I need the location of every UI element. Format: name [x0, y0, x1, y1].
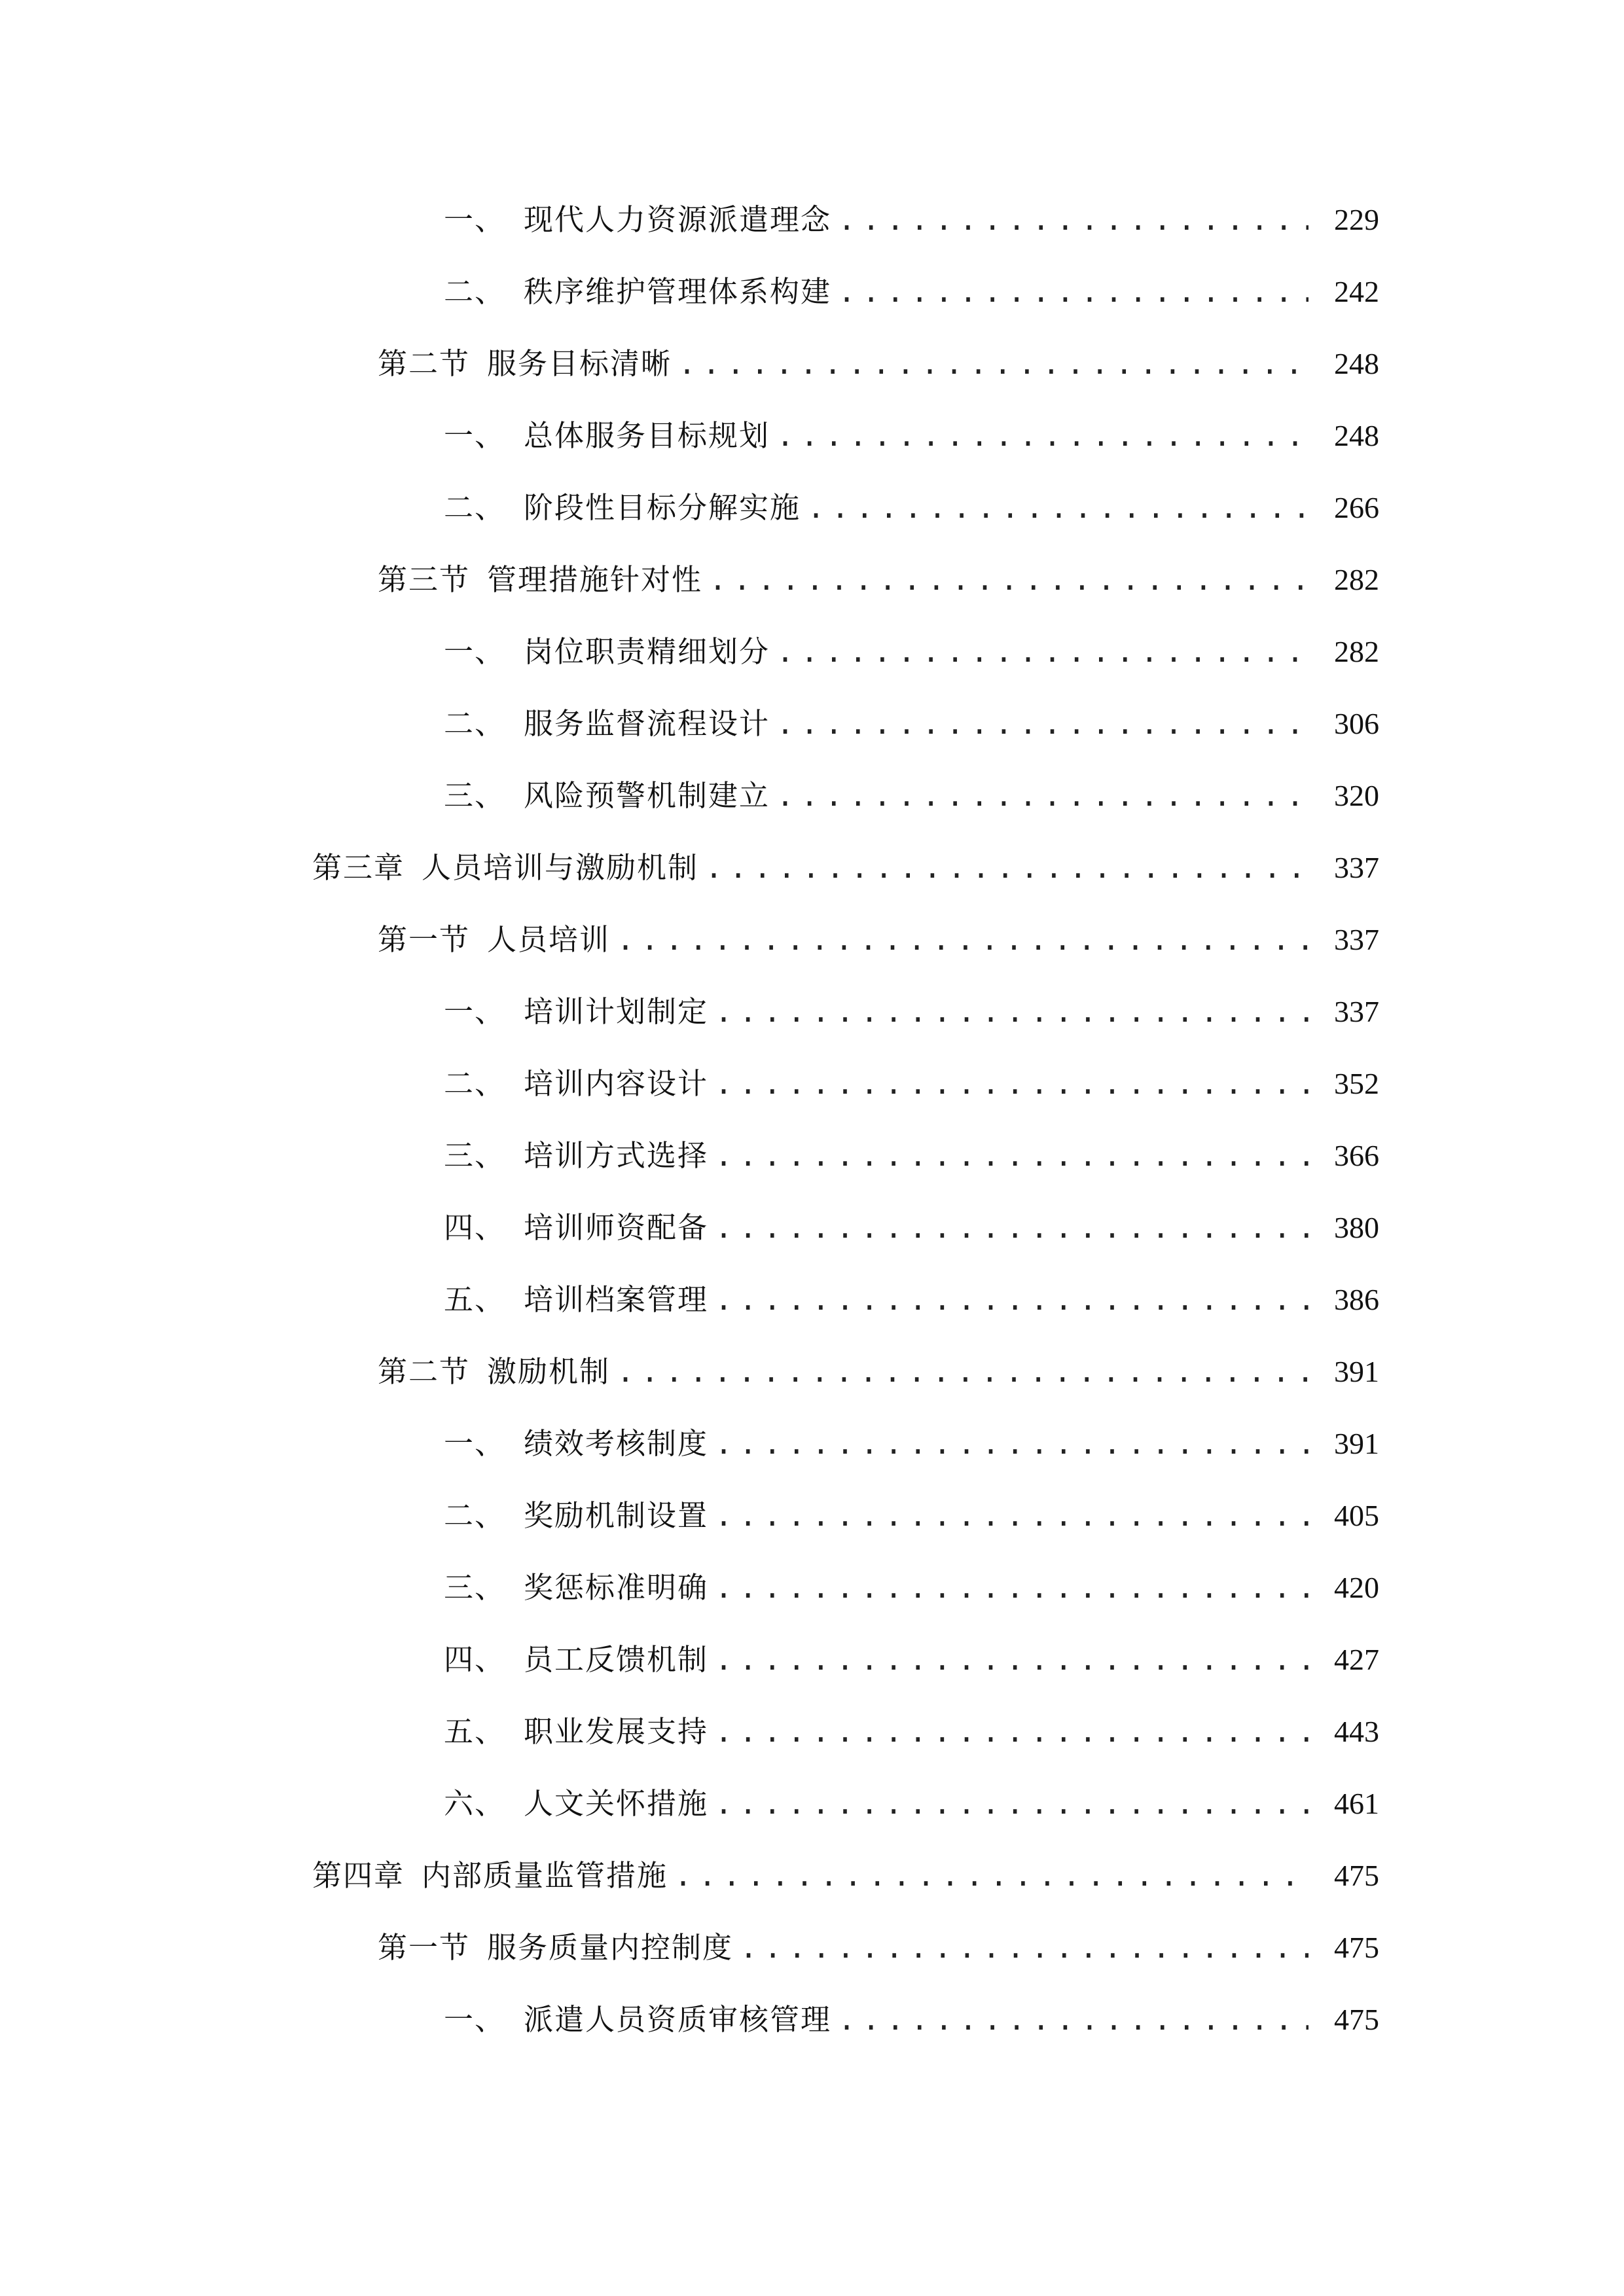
toc-dot-leader — [838, 194, 1308, 246]
toc-entry-page: 282 — [1334, 635, 1379, 668]
toc-entry-page: 320 — [1334, 779, 1379, 812]
toc-entry-title: 培训计划制定 — [524, 994, 709, 1029]
toc-entry-page: 405 — [1334, 1499, 1379, 1532]
toc-entry-number: 一、 — [444, 2002, 506, 2037]
toc-dot-leader — [715, 1202, 1308, 1254]
toc-entry-page: 380 — [1334, 1211, 1379, 1244]
toc-entry-title: 职业发展支持 — [524, 1714, 709, 1749]
toc-entry[interactable] — [444, 1706, 1379, 1758]
toc-entry-page: 386 — [1334, 1283, 1379, 1316]
toc-dot-leader — [715, 1562, 1308, 1614]
toc-entry-page: 391 — [1334, 1355, 1379, 1388]
toc-dot-leader — [715, 986, 1308, 1038]
toc-entry-number: 二、 — [444, 1066, 506, 1101]
toc-entry[interactable] — [444, 410, 1379, 462]
toc-entry-number: 第四章 — [312, 1858, 405, 1893]
toc-entry-number: 第二节 — [378, 1354, 471, 1389]
toc-entry-number: 二、 — [444, 706, 506, 741]
toc-entry-number: 二、 — [444, 1498, 506, 1533]
toc-entry-title: 服务监督流程设计 — [524, 706, 770, 741]
toc-entry-number: 三、 — [444, 1570, 506, 1605]
toc-entry-number: 一、 — [444, 994, 506, 1029]
toc-entry[interactable] — [444, 482, 1379, 534]
toc-entry[interactable] — [444, 1274, 1379, 1326]
toc-dot-leader — [617, 1346, 1308, 1398]
toc-dot-leader — [715, 1058, 1308, 1110]
toc-dot-leader — [674, 1850, 1308, 1902]
toc-dot-leader — [715, 1634, 1308, 1686]
toc-entry-title: 培训方式选择 — [524, 1138, 709, 1173]
toc-dot-leader — [678, 338, 1308, 390]
toc-entry[interactable] — [378, 338, 1379, 390]
toc-entry-page: 337 — [1334, 851, 1379, 884]
toc-entry-title: 奖励机制设置 — [524, 1498, 709, 1533]
toc-entry-title: 奖惩标准明确 — [524, 1570, 709, 1605]
toc-entry[interactable] — [444, 626, 1379, 678]
toc-entry-title: 培训内容设计 — [524, 1066, 709, 1101]
toc-entry-number: 四、 — [444, 1210, 506, 1245]
toc-entry-page: 306 — [1334, 707, 1379, 740]
toc-entry-page: 427 — [1334, 1643, 1379, 1676]
toc-entry[interactable] — [444, 1994, 1379, 2046]
toc-entry-title: 风险预警机制建立 — [524, 778, 770, 813]
toc-entry[interactable] — [378, 914, 1379, 966]
toc-dot-leader — [776, 698, 1308, 750]
toc-entry-number: 一、 — [444, 202, 506, 237]
toc-entry-page: 475 — [1334, 1931, 1379, 1964]
toc-entry-page: 461 — [1334, 1787, 1379, 1820]
toc-entry-number: 三、 — [444, 1138, 506, 1173]
toc-entry[interactable] — [444, 698, 1379, 750]
toc-entry-title: 内部质量监管措施 — [422, 1858, 668, 1893]
toc-entry[interactable] — [444, 1490, 1379, 1542]
toc-entry-title: 人员培训 — [487, 922, 611, 957]
toc-entry[interactable] — [444, 986, 1379, 1038]
toc-entry-page: 352 — [1334, 1067, 1379, 1100]
toc-entry-number: 一、 — [444, 634, 506, 669]
toc-entry-number: 三、 — [444, 778, 506, 813]
toc-entry-page: 337 — [1334, 923, 1379, 956]
toc-entry-title: 员工反馈机制 — [524, 1642, 709, 1677]
toc-dot-leader — [740, 1922, 1308, 1974]
toc-dot-leader — [715, 1778, 1308, 1830]
toc-dot-leader — [715, 1274, 1308, 1326]
toc-dot-leader — [715, 1130, 1308, 1182]
toc-entry-title: 秩序维护管理体系构建 — [524, 274, 832, 309]
toc-dot-leader — [617, 914, 1308, 966]
toc-dot-leader — [838, 266, 1308, 318]
toc-entry[interactable] — [444, 1130, 1379, 1182]
toc-entry-title: 岗位职责精细划分 — [524, 634, 770, 669]
toc-entry-number: 五、 — [444, 1282, 506, 1317]
toc-entry-number: 第一节 — [378, 922, 471, 957]
toc-entry[interactable] — [444, 770, 1379, 822]
toc-entry[interactable] — [444, 1058, 1379, 1110]
toc-entry-page: 475 — [1334, 1859, 1379, 1892]
toc-entry[interactable] — [312, 842, 1379, 894]
toc-entry[interactable] — [444, 1418, 1379, 1470]
toc-entry-title: 现代人力资源派遣理念 — [524, 202, 832, 237]
toc-entry-page: 475 — [1334, 2003, 1379, 2036]
toc-entry-page: 248 — [1334, 347, 1379, 380]
toc-entry-page: 242 — [1334, 275, 1379, 308]
toc-entry-number: 一、 — [444, 1426, 506, 1461]
toc-dot-leader — [709, 554, 1308, 606]
toc-entry-number: 四、 — [444, 1642, 506, 1677]
toc-entry-title: 人文关怀措施 — [524, 1786, 709, 1821]
toc-entry[interactable] — [444, 1202, 1379, 1254]
toc-dot-leader — [776, 410, 1308, 462]
toc-entry-number: 第一节 — [378, 1930, 471, 1965]
toc-dot-leader — [807, 482, 1308, 534]
toc-entry-number: 二、 — [444, 490, 506, 525]
toc-entry-number: 第二节 — [378, 346, 471, 381]
toc-dot-leader — [838, 1994, 1308, 2046]
toc-entry-page: 420 — [1334, 1571, 1379, 1604]
toc-entry-title: 培训档案管理 — [524, 1282, 709, 1317]
toc-entry-page: 366 — [1334, 1139, 1379, 1172]
toc-entry-number: 二、 — [444, 274, 506, 309]
toc-entry-title: 服务目标清晰 — [487, 346, 672, 381]
toc-entry-page: 248 — [1334, 419, 1379, 452]
toc-entry-title: 绩效考核制度 — [524, 1426, 709, 1461]
toc-dot-leader — [776, 770, 1308, 822]
toc-entry[interactable] — [444, 194, 1379, 246]
toc-entry-number: 第三章 — [312, 850, 405, 885]
toc-entry-title: 激励机制 — [487, 1354, 611, 1389]
toc-entry[interactable] — [378, 554, 1379, 606]
toc-entry-page: 337 — [1334, 995, 1379, 1028]
toc-dot-leader — [715, 1490, 1308, 1542]
toc-entry-number: 六、 — [444, 1786, 506, 1821]
toc-entry-title: 服务质量内控制度 — [487, 1930, 734, 1965]
toc-entry[interactable] — [444, 1562, 1379, 1614]
toc-dot-leader — [715, 1706, 1308, 1758]
toc-entry-page: 229 — [1334, 203, 1379, 236]
toc-entry[interactable] — [444, 1778, 1379, 1830]
toc-entry-page: 443 — [1334, 1715, 1379, 1748]
toc-dot-leader — [776, 626, 1308, 678]
toc-entry[interactable] — [378, 1346, 1379, 1398]
toc-entry-title: 培训师资配备 — [524, 1210, 709, 1245]
toc-entry-title: 管理措施针对性 — [487, 562, 703, 597]
toc-entry-title: 阶段性目标分解实施 — [524, 490, 801, 525]
toc-entry-number: 一、 — [444, 418, 506, 453]
toc-entry-page: 282 — [1334, 563, 1379, 596]
toc-dot-leader — [705, 842, 1308, 894]
toc-entry-number: 五、 — [444, 1714, 506, 1749]
toc-entry[interactable] — [312, 1850, 1379, 1902]
toc-entry-title: 总体服务目标规划 — [524, 418, 770, 453]
toc-entry[interactable] — [444, 1634, 1379, 1686]
toc-entry[interactable] — [378, 1922, 1379, 1974]
toc-entry-title: 人员培训与激励机制 — [422, 850, 699, 885]
toc-entry-number: 第三节 — [378, 562, 471, 597]
toc-entry-page: 266 — [1334, 491, 1379, 524]
toc-entry-title: 派遣人员资质审核管理 — [524, 2002, 832, 2037]
toc-entry[interactable] — [444, 266, 1379, 318]
toc-dot-leader — [715, 1418, 1308, 1470]
toc-entry-page: 391 — [1334, 1427, 1379, 1460]
